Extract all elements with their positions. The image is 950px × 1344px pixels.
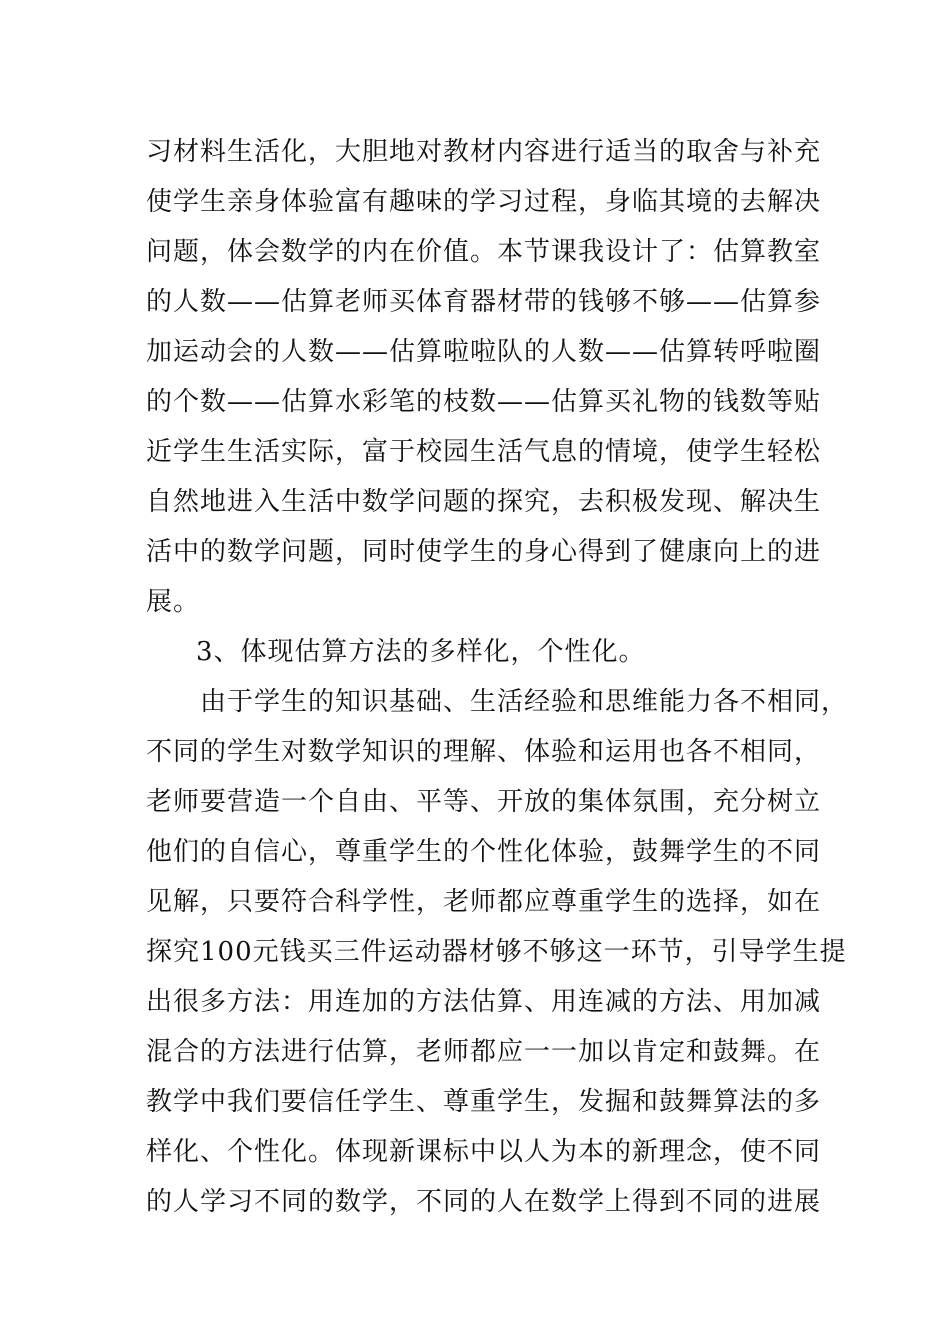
section-heading: 3、体现估算方法的多样化，个性化。 bbox=[196, 637, 646, 667]
text-line: 教学中我们要信任学生、尊重学生，发掘和鼓舞算法的多 bbox=[146, 1087, 822, 1117]
text-line: 习材料生活化，大胆地对教材内容进行适当的取舍与补充 bbox=[146, 137, 822, 167]
text-line: 展。 bbox=[146, 587, 201, 617]
text-line: 问题，体会数学的内在价值。本节课我设计了：估算教室 bbox=[146, 237, 822, 267]
text-line: 的人数——估算老师买体育器材带的钱够不够——估算参 bbox=[146, 287, 822, 317]
text-line: 混合的方法进行估算，老师都应一一加以肯定和鼓舞。在 bbox=[146, 1037, 822, 1067]
text-line: 的个数——估算水彩笔的枝数——估算买礼物的钱数等贴 bbox=[146, 387, 822, 417]
text-line: 近学生生活实际，富于校园生活气息的情境，使学生轻松 bbox=[146, 437, 822, 467]
text-line: 探究100元钱买三件运动器材够不够这一环节，引导学生提 bbox=[146, 937, 847, 967]
text-line: 出很多方法：用连加的方法估算、用连减的方法、用加减 bbox=[146, 987, 822, 1017]
text-line: 自然地进入生活中数学问题的探究，去积极发现、解决生 bbox=[146, 487, 822, 517]
text-line: 由于学生的知识基础、生活经验和思维能力各不相同， bbox=[200, 687, 849, 717]
text-line: 老师要营造一个自由、平等、开放的集体氛围，充分树立 bbox=[146, 787, 822, 817]
text-line: 活中的数学问题，同时使学生的身心得到了健康向上的进 bbox=[146, 537, 822, 567]
text-line: 他们的自信心，尊重学生的个性化体验，鼓舞学生的不同 bbox=[146, 837, 822, 867]
text-line: 加运动会的人数——估算啦啦队的人数——估算转呼啦圈 bbox=[146, 337, 822, 367]
text-line: 样化、个性化。体现新课标中以人为本的新理念，使不同 bbox=[146, 1137, 822, 1167]
text-line: 使学生亲身体验富有趣味的学习过程，身临其境的去解决 bbox=[146, 187, 822, 217]
text-line: 不同的学生对数学知识的理解、体验和运用也各不相同， bbox=[146, 737, 822, 767]
text-line: 的人学习不同的数学，不同的人在数学上得到不同的进展 bbox=[146, 1187, 822, 1217]
text-line: 见解，只要符合科学性，老师都应尊重学生的选择，如在 bbox=[146, 887, 822, 917]
